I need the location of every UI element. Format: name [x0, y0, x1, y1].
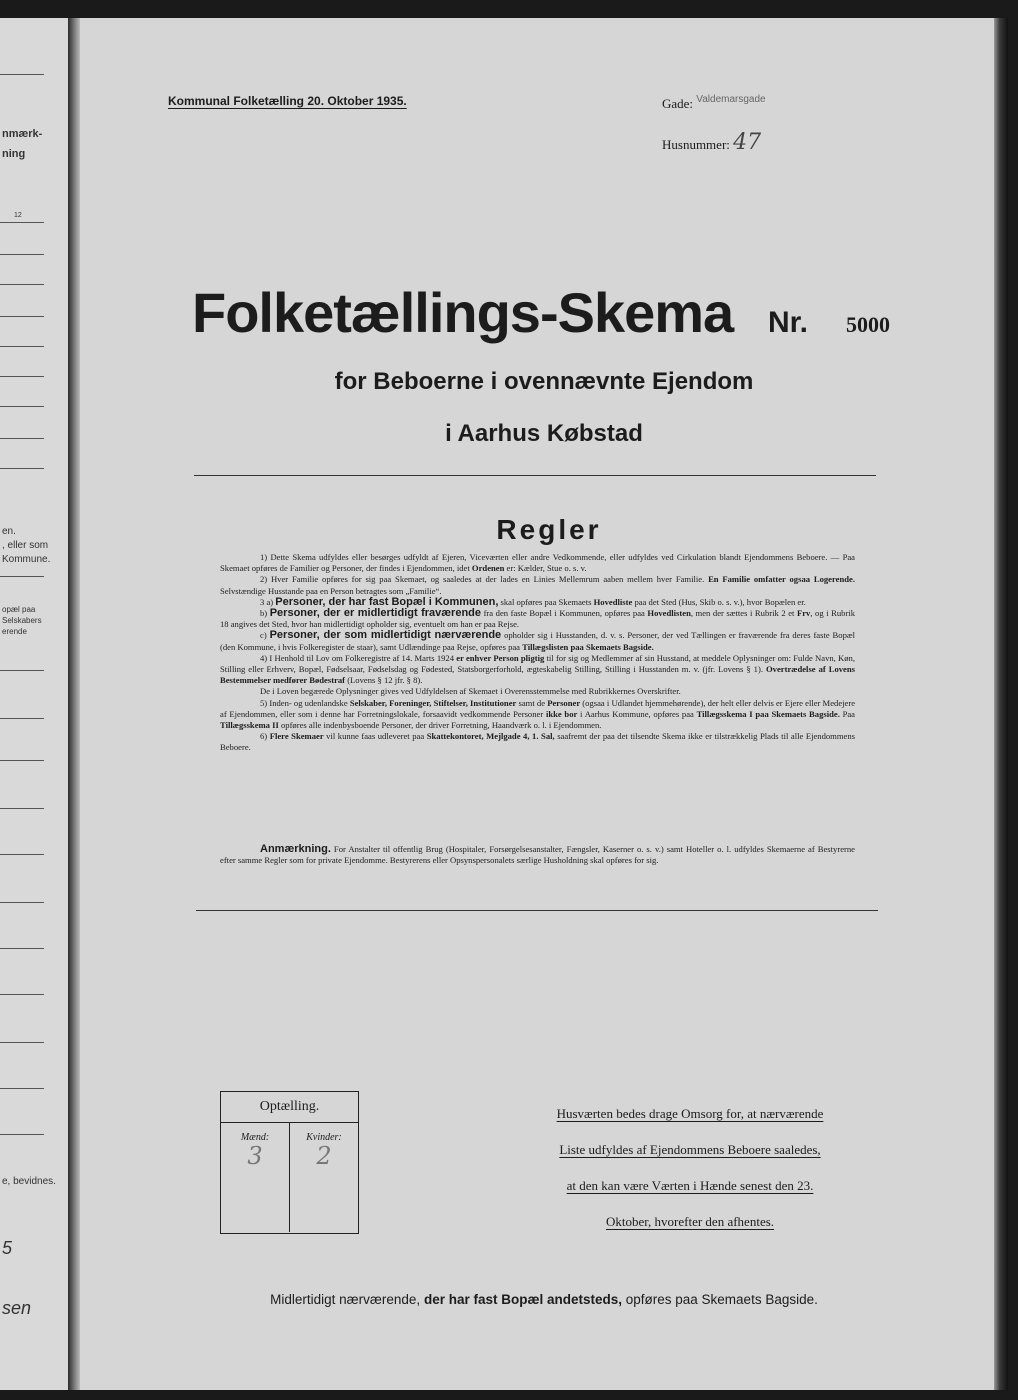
rule — [0, 670, 44, 671]
left-text: erende — [2, 627, 27, 636]
rule — [0, 376, 44, 377]
rule — [0, 254, 44, 255]
husnummer-field — [662, 130, 761, 155]
rule — [0, 1042, 44, 1043]
rule — [0, 438, 44, 439]
optaelling-title: Optælling. — [221, 1092, 358, 1123]
form-number: 5000 — [846, 312, 890, 337]
rule — [0, 718, 44, 719]
page-edge — [994, 18, 1008, 1390]
notice-line-2: Liste udfyldes af Ejendommens Beboere saaledes, — [559, 1142, 821, 1157]
rule — [0, 316, 44, 317]
maend-value: 3 — [247, 1142, 263, 1170]
divider — [194, 475, 876, 476]
rule — [0, 760, 44, 761]
rule — [0, 576, 44, 577]
gade-field — [662, 96, 766, 112]
left-handwriting: 5 — [2, 1238, 13, 1258]
left-text: en. — [2, 526, 16, 537]
left-text: opæl paa — [2, 605, 36, 614]
maend-label: Mænd: — [240, 1132, 270, 1143]
rule — [0, 1088, 44, 1089]
rule — [0, 854, 44, 855]
kvinder-value: 2 — [316, 1142, 332, 1170]
rule — [0, 406, 44, 407]
rule-5: 5) Inden- og udenlandske Selskaber, Foreninger, Stiftelser, Institutioner samt de Personer (ogsaa i Udlandet hjemmehørende), der helt eller delvis er Ejere eller Medejere af Ejendommen, eller som i denne har Forretningslokale, forsaavidt vedkommende Personer ikke bor i Aarhus Kommune, opføres paa Tillægsskema I paa Skemaets Bagside. Paa Tillægsskema II opføres alle indenbysboende Personer, der driver Forretning, Haandværk o. l. i Ejendommen. — [220, 697, 856, 731]
book-gutter — [68, 18, 80, 1390]
left-text: ning — [2, 148, 26, 160]
census-header: Kommunal Folketælling 20. Oktober 1935. — [168, 94, 407, 108]
optaelling-box — [220, 1091, 359, 1234]
rule — [0, 1134, 44, 1135]
rule — [0, 902, 44, 903]
notice-line-4: Oktober, hvorefter den afhentes. — [605, 1214, 775, 1229]
rule-3a: 3 a) Personer, der har fast Bopæl i Kommunen, skal opføres paa Skemaets Hovedliste paa det Sted (Hus, Skib o. s. v.), hvor Bopælen er. — [260, 595, 806, 608]
husnummer-label: Husnummer: — [662, 137, 730, 152]
column-number: 12 — [14, 212, 22, 219]
rule — [0, 994, 44, 995]
rule — [0, 468, 44, 469]
anmaerkning — [220, 844, 855, 867]
anmaerkning-text: For Anstalter til offentlig Brug (Hospitaler, Forsørgelsesanstalter, Fængsler, Kaserner o. s. v.) samt Hoteller o. l. udfyldes Skemaerne af Bestyrerne efter samme Regler som for private Ejendomme. Bestyrerens eller Opsynspersonalets særlige Husholdning skal opføres for sig. — [220, 844, 855, 866]
husnummer-value: 47 — [733, 130, 762, 155]
left-text: Selskabers — [2, 616, 42, 625]
left-text: nmærk- — [2, 128, 43, 140]
landlord-notice — [510, 1096, 870, 1240]
rule — [0, 74, 44, 75]
regler-text — [220, 552, 855, 754]
census-form-page — [80, 18, 998, 1390]
rule — [0, 284, 44, 285]
rule-1: 1) Dette Skema udfyldes eller besørges udfyldt af Ejeren, Viceværten eller andre Vedkommende, eller udfyldes ved Cirkulation blandt Ejendommens Beboere. — Paa Skemaet opføres de Familier og Personer, der findes i Ejendommen, idet Ordenen er: Kælder, Stue o. s. v. — [220, 552, 855, 574]
gade-label: Gade: — [662, 96, 694, 111]
anmaerkning-label: Anmærkning. — [260, 843, 331, 855]
rule-6: 6) Flere Skemaer vil kunne faas udleveret paa Skattekontoret, Mejlgade 4, 1. Sal, saafremt der paa det tilsendte Skema ikke er tilstrækkelig Plads til alle Ejendommens Beboere. — [220, 731, 856, 753]
rule-4-note: De i Loven begærede Oplysninger gives ved Udfyldelsen af Skemaet i Overensstemmelse med Rubrikkernes Overskrifter. — [260, 686, 681, 697]
kvinder-label: Kvinder: — [306, 1132, 342, 1143]
rule — [0, 808, 44, 809]
rule-3c: c) Personer, der som midlertidigt nærværende opholder sig i Husstanden, d. v. s. Personer, der ved Tællingen er fraværende fra deres faste Bopæl (den Kommune, i hvis Folkeregister de staar), samt Udlændinge paa Rejse, opføres paa Tillægslisten paa Skemaets Bagside. — [220, 629, 856, 652]
left-text: e, bevidnes. — [2, 1176, 56, 1187]
rule — [0, 346, 44, 347]
left-text: , eller som — [2, 540, 49, 551]
rule — [0, 222, 44, 223]
left-handwriting: sen — [2, 1298, 32, 1318]
footer-note: Midlertidigt nærværende, der har fast Bopæl andetsteds, opføres paa Skemaets Bagside. — [270, 1292, 818, 1307]
left-page-fragment — [0, 18, 68, 1390]
notice-line-1: Husværten bedes drage Omsorg for, at nærværende — [556, 1106, 824, 1121]
left-text: Kommune. — [2, 554, 51, 565]
rule — [0, 948, 44, 949]
gade-value: Valdemarsgade — [696, 94, 766, 105]
subtitle-1: for Beboerne i ovennævnte Ejendom — [334, 368, 754, 395]
regler-heading: Regler — [496, 514, 602, 545]
page-title: Folketællings-Skema — [192, 281, 734, 344]
notice-line-3: at den kan være Værten i Hænde senest den 23. — [566, 1178, 814, 1193]
subtitle-2: i Aarhus Købstad — [445, 420, 643, 447]
rule-2: 2) Hver Familie opføres for sig paa Skemaet, og saaledes at der lades en Linies Mellemrum aaben mellem hver Familie. En Familie omfatter ogsaa Logerende. Selvstændige Husstande paa en Person betragtes som „Familie“. — [220, 574, 855, 596]
divider — [196, 910, 878, 911]
rule-4: 4) I Henhold til Lov om Folkeregistre af 14. Marts 1924 er enhver Person pligtig til for sig og Medlemmer af sin Husstand, at meddele Oplysninger om: Fulde Navn, Køn, Stilling eller Erhverv, Bopæl, Fødselsaar, Fødselsdag og Fødested, Statsborgerforhold, ægteskabelig Stilling, Stilling i Husstanden m. v. (jfr. Lovens § 1). Overtrædelse af Lovens Bestemmelser medfører Bødestraf (Lovens § 12 jfr. § 8). — [220, 652, 855, 686]
nr-label: Nr. — [768, 306, 809, 339]
rule-3b: b) Personer, der er midlertidigt fraværende fra den faste Bopæl i Kommunen, opføres paa Hovedlisten, men der sættes i Rubrik 2 et Frv, og i Rubrik 18 angives det Sted, hvor han midlertidigt opholder sig, eventuelt om han er paa Rejse. — [220, 607, 856, 630]
